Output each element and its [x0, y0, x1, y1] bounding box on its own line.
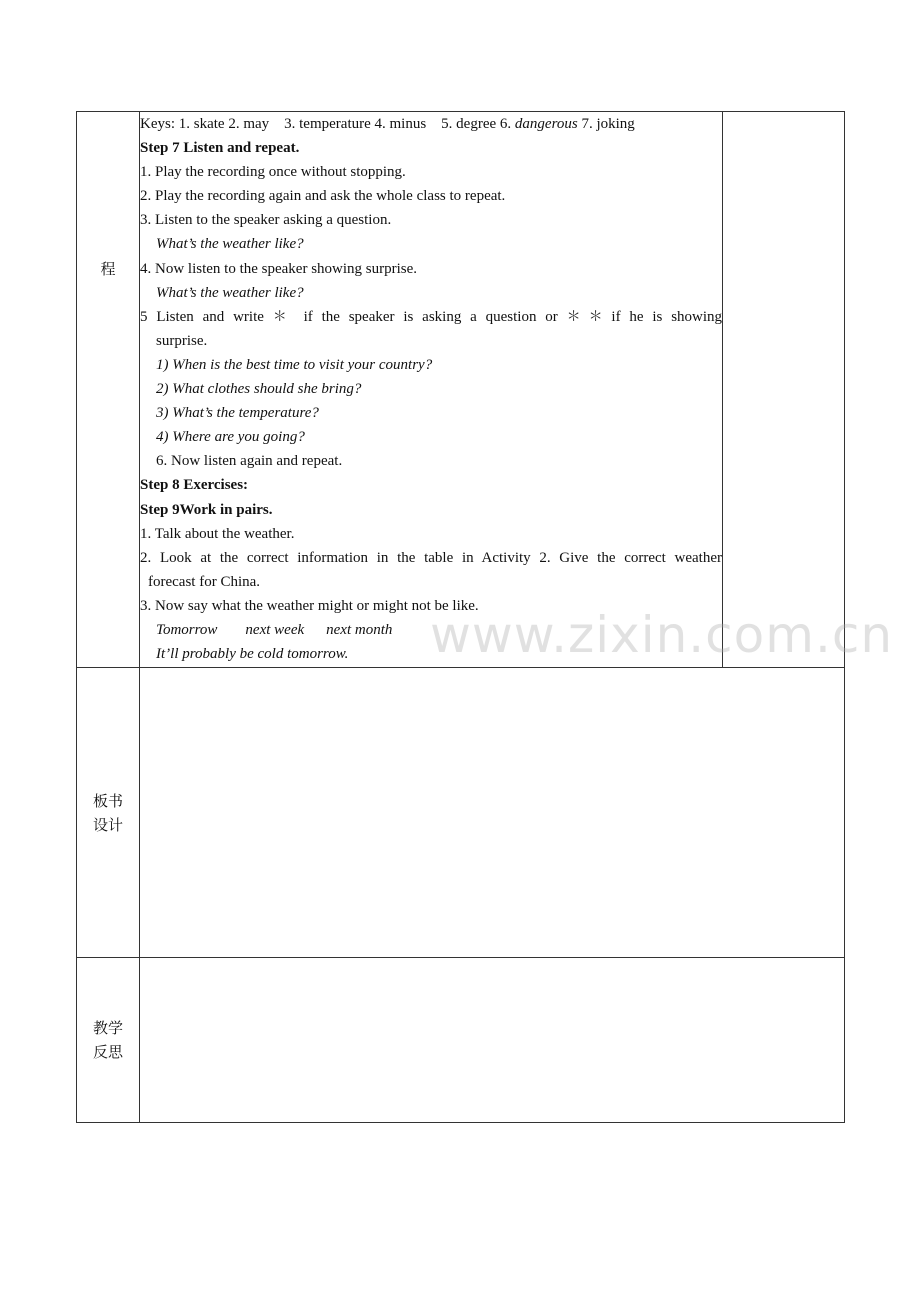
word-next-month: next month: [326, 621, 393, 638]
keys-italic: dangerous: [514, 116, 578, 132]
step9-item2-cont: forecast for China.: [148, 573, 261, 590]
double-star-icon: ＊＊: [566, 308, 603, 325]
example-sentence: It’ll probably be cold tomorrow.: [156, 646, 349, 663]
keys-line: [140, 112, 722, 136]
step7-item5: [140, 305, 722, 329]
board-design-label-2: 设计: [92, 815, 123, 834]
watermark-text: www.zixin.com.cn: [430, 606, 894, 664]
item5-text-a: 5 Listen and write: [140, 308, 264, 325]
item5-text-c: if he is showing: [611, 308, 723, 325]
reflection-label-2: 反思: [92, 1043, 123, 1061]
item5-text-b: if the speaker is asking a question or: [303, 308, 558, 325]
keys-text: Keys: 1. skate 2. may 3. temperature 4. minus 5. degree 6.: [140, 116, 515, 132]
sentence-1: 1) When is the best time to visit your country?: [156, 356, 433, 373]
keys-suffix: 7. joking: [577, 116, 635, 132]
step9-item1: 1. Talk about the weather.: [140, 525, 295, 542]
sentence-3: 3) What’s the temperature?: [156, 405, 319, 422]
reflection-content: [140, 958, 845, 1123]
process-content: [140, 112, 723, 668]
word-tomorrow: Tomorrow: [156, 621, 218, 638]
step7-item4: 4. Now listen to the speaker showing surprise.: [140, 260, 418, 277]
step7-item6: 6. Now listen again and repeat.: [156, 453, 343, 470]
step7-question2: What’s the weather like?: [156, 284, 304, 301]
process-label-cell: [77, 112, 140, 668]
reflection-label-cell: [77, 958, 140, 1123]
time-words: [140, 618, 722, 642]
board-design-content: [140, 668, 845, 958]
board-design-label-cell: [77, 668, 140, 958]
process-row: [77, 112, 845, 668]
board-design-label-1: 板书: [92, 791, 123, 810]
process-label: 程: [100, 260, 116, 278]
reflection-row: [77, 958, 845, 1123]
reflection-label-1: 教学: [92, 1019, 123, 1037]
step7-item2: 2. Play the recording again and ask the whole class to repeat.: [140, 188, 506, 205]
step7-item5-cont: surprise.: [156, 332, 208, 349]
lesson-plan-table: [76, 111, 845, 1123]
step7-question1: What’s the weather like?: [156, 236, 304, 253]
step8-heading: Step 8 Exercises:: [140, 477, 249, 494]
single-star-icon: ＊: [272, 308, 287, 325]
step9-item3: 3. Now say what the weather might or might not be like.: [140, 597, 479, 614]
step9-item2: 2. Look at the correct information in the table in Activity 2. Give the correct weather: [140, 549, 722, 566]
board-design-row: [77, 668, 845, 958]
step7-heading: Step 7 Listen and repeat.: [140, 140, 300, 157]
sentence-2: 2) What clothes should she bring?: [156, 381, 362, 398]
step7-item3: 3. Listen to the speaker asking a question.: [140, 212, 392, 229]
step7-item1: 1. Play the recording once without stopping.: [140, 164, 406, 181]
step9-heading: Step 9Work in pairs.: [140, 501, 273, 518]
sentence-4: 4) Where are you going?: [156, 429, 305, 446]
word-next-week: next week: [245, 621, 305, 638]
process-notes-cell: [723, 112, 845, 668]
